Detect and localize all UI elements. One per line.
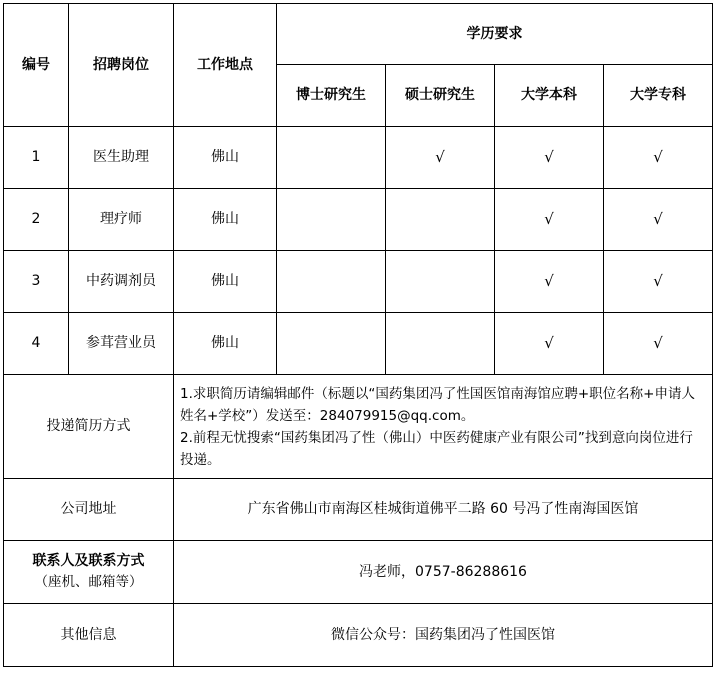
table-row xyxy=(4,313,713,375)
submission-instructions xyxy=(174,375,713,479)
row-bachelor-check: √ xyxy=(495,251,604,313)
row-master-check: √ xyxy=(386,127,495,189)
row-college-check: √ xyxy=(604,189,713,251)
contact-value: 冯老师，0757-86288616 xyxy=(174,541,713,604)
row-no: 4 xyxy=(4,313,69,375)
submission-line-1: 1.求职简历请编辑邮件（标题以“国药集团冯了性国医馆南海馆应聘+职位名称+申请人姓名+学校”）发送至：284079915@qq.com。 xyxy=(180,385,695,424)
row-no: 2 xyxy=(4,189,69,251)
row-location: 佛山 xyxy=(174,251,277,313)
contact-sublabel: （座机、邮箱等） xyxy=(34,574,143,591)
row-position: 医生助理 xyxy=(69,127,174,189)
header-bachelor: 大学本科 xyxy=(495,65,604,127)
submission-label: 投递简历方式 xyxy=(4,375,174,479)
submission-line-2: 2.前程无忧搜索“国药集团冯了性（佛山）中医药健康产业有限公司”找到意向岗位进行投递。 xyxy=(180,429,693,468)
row-no: 1 xyxy=(4,127,69,189)
recruitment-table xyxy=(3,3,713,667)
address-value: 广东省佛山市南海区桂城街道佛平二路 60 号冯了性南海国医馆 xyxy=(174,479,713,541)
row-phd-check xyxy=(277,189,386,251)
table-row xyxy=(4,251,713,313)
row-college-check: √ xyxy=(604,251,713,313)
row-bachelor-check: √ xyxy=(495,313,604,375)
row-phd-check xyxy=(277,127,386,189)
header-location: 工作地点 xyxy=(174,4,277,127)
contact-label: 联系人及联系方式 xyxy=(32,553,145,570)
row-master-check xyxy=(386,313,495,375)
row-bachelor-check: √ xyxy=(495,189,604,251)
header-phd: 博士研究生 xyxy=(277,65,386,127)
header-no: 编号 xyxy=(4,4,69,127)
submission-row xyxy=(4,375,713,479)
table-row xyxy=(4,189,713,251)
row-position: 中药调剂员 xyxy=(69,251,174,313)
header-education: 学历要求 xyxy=(277,4,713,65)
row-phd-check xyxy=(277,313,386,375)
row-master-check xyxy=(386,251,495,313)
address-label: 公司地址 xyxy=(4,479,174,541)
row-college-check: √ xyxy=(604,313,713,375)
address-row xyxy=(4,479,713,541)
row-position: 参茸营业员 xyxy=(69,313,174,375)
row-phd-check xyxy=(277,251,386,313)
header-college: 大学专科 xyxy=(604,65,713,127)
header-position: 招聘岗位 xyxy=(69,4,174,127)
row-location: 佛山 xyxy=(174,313,277,375)
other-info-value: 微信公众号：国药集团冯了性国医馆 xyxy=(174,604,713,667)
other-info-label: 其他信息 xyxy=(4,604,174,667)
contact-row xyxy=(4,541,713,604)
row-position: 理疗师 xyxy=(69,189,174,251)
table-row xyxy=(4,127,713,189)
header-row-1 xyxy=(4,4,713,65)
row-no: 3 xyxy=(4,251,69,313)
row-location: 佛山 xyxy=(174,189,277,251)
row-location: 佛山 xyxy=(174,127,277,189)
contact-label-cell xyxy=(4,541,174,604)
row-master-check xyxy=(386,189,495,251)
other-info-row xyxy=(4,604,713,667)
row-bachelor-check: √ xyxy=(495,127,604,189)
header-master: 硕士研究生 xyxy=(386,65,495,127)
row-college-check: √ xyxy=(604,127,713,189)
